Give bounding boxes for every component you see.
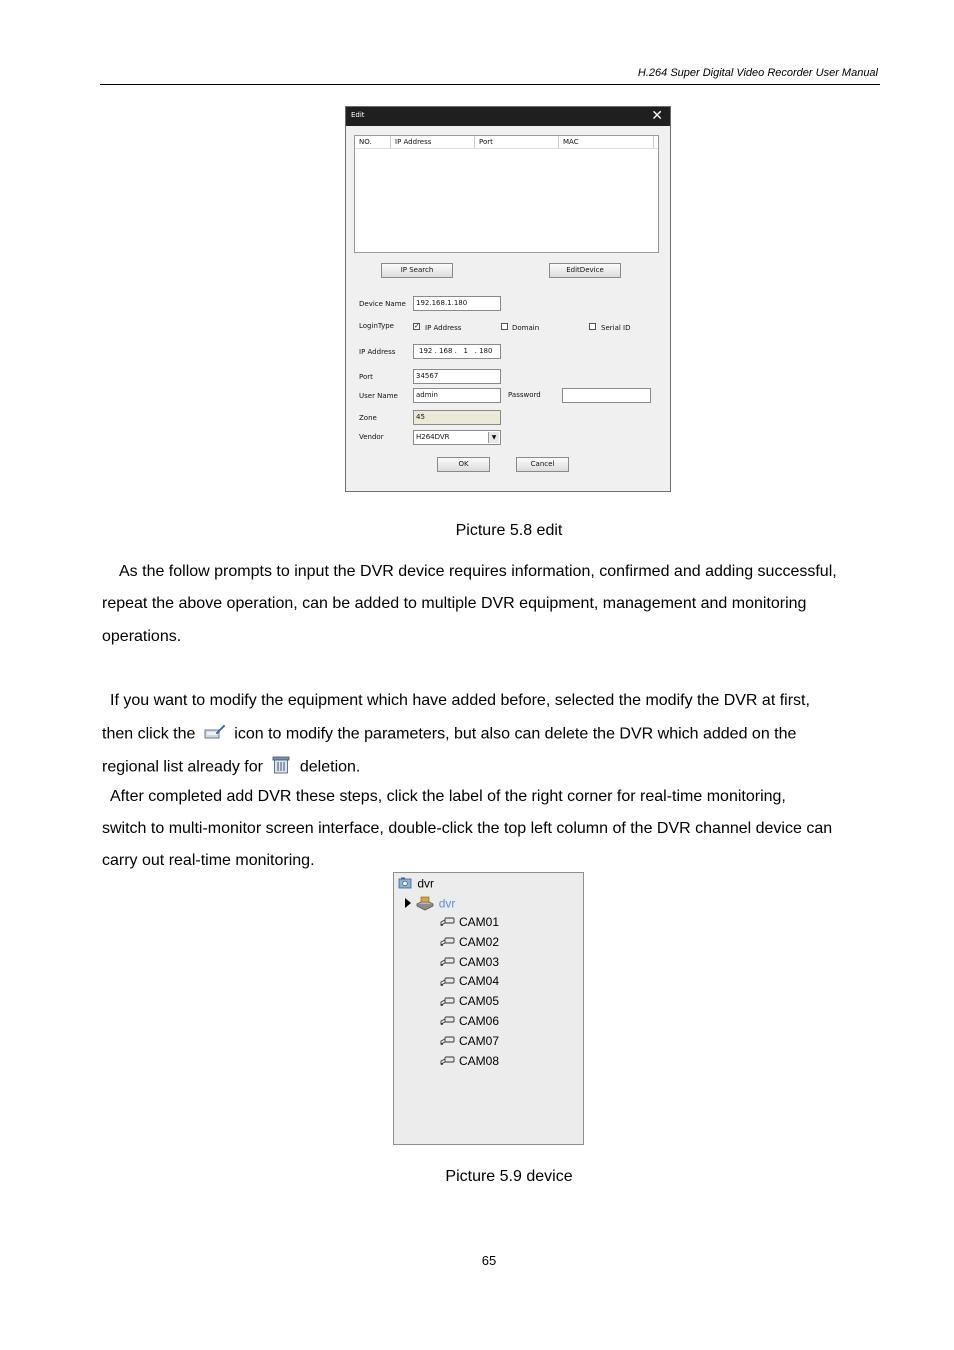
ip-address-option-label: IP Address bbox=[425, 324, 462, 332]
login-type-label: LoginType bbox=[359, 322, 394, 330]
camera-icon bbox=[440, 1014, 456, 1029]
ip-address-checkbox[interactable]: ✓ bbox=[414, 322, 420, 330]
column-no[interactable]: NO. bbox=[355, 136, 391, 148]
tree-channel-label: CAM05 bbox=[459, 994, 500, 1009]
tree-channel-label: CAM01 bbox=[459, 915, 500, 929]
caption-picture-5-9: Picture 5.9 device bbox=[445, 1168, 573, 1185]
device-tree bbox=[393, 872, 584, 1145]
zone-field[interactable]: 45 bbox=[413, 410, 501, 425]
tree-channel-item[interactable] bbox=[440, 915, 499, 930]
ip-search-button[interactable]: IP Search bbox=[381, 263, 453, 278]
tree-channel-item[interactable] bbox=[440, 974, 499, 989]
tree-channel-item[interactable] bbox=[440, 955, 499, 970]
password-label: Password bbox=[508, 391, 541, 399]
tree-channel-item[interactable] bbox=[440, 1034, 499, 1049]
tree-channel-label: CAM06 bbox=[459, 1014, 500, 1028]
tree-device-label: dvr bbox=[438, 896, 456, 911]
camera-icon bbox=[440, 935, 456, 950]
serial-id-checkbox[interactable] bbox=[589, 323, 596, 330]
zone-label: Zone bbox=[359, 414, 377, 422]
ip-address-field[interactable]: 192 . 168 . 1 . 180 bbox=[413, 344, 501, 359]
tree-channel-item[interactable] bbox=[440, 1054, 499, 1069]
dvr-device-icon bbox=[415, 895, 435, 914]
paragraph-line: carry out real-time monitoring. bbox=[102, 852, 315, 869]
dialog-title-bar bbox=[346, 107, 670, 126]
camera-icon bbox=[440, 915, 456, 930]
tree-root[interactable] bbox=[398, 876, 434, 893]
paragraph-line: After completed add DVR these steps, click the label of the right corner for real-time monitoring, bbox=[110, 788, 786, 805]
running-header: H.264 Super Digital Video Recorder User Manual bbox=[637, 67, 878, 79]
dialog-title: Edit bbox=[351, 111, 365, 119]
paragraph-line bbox=[102, 724, 796, 745]
edit-dialog bbox=[345, 106, 671, 492]
tree-device-node[interactable] bbox=[404, 895, 455, 914]
paragraph-text: then click the bbox=[102, 725, 196, 743]
password-field[interactable] bbox=[562, 388, 651, 403]
column-port[interactable]: Port bbox=[475, 136, 559, 148]
tree-channel-item[interactable] bbox=[440, 1014, 499, 1029]
trash-icon bbox=[271, 756, 291, 779]
domain-option-label: Domain bbox=[512, 324, 540, 332]
ok-button[interactable]: OK bbox=[437, 457, 490, 472]
paragraph-text: icon to modify the parameters, but also can delete the DVR which added on the bbox=[234, 725, 797, 743]
tree-channel-label: CAM04 bbox=[459, 974, 500, 989]
paragraph-line: operations. bbox=[102, 628, 182, 645]
port-label: Port bbox=[359, 373, 373, 381]
edit-device-icon bbox=[204, 724, 226, 745]
port-field[interactable]: 34567 bbox=[413, 369, 501, 384]
domain-checkbox[interactable] bbox=[501, 323, 508, 330]
serial-id-option-label: Serial ID bbox=[601, 324, 631, 332]
camera-icon bbox=[440, 955, 456, 970]
close-icon[interactable]: ✕ bbox=[651, 108, 663, 124]
paragraph-line: As the follow prompts to input the DVR device requires information, confirmed and adding successful, bbox=[119, 563, 837, 580]
paragraph-text: regional list already for bbox=[102, 758, 263, 776]
column-mac[interactable]: MAC bbox=[559, 136, 654, 148]
paragraph-line: If you want to modify the equipment which have added before, selected the modify the DVR at first, bbox=[110, 692, 810, 709]
camera-icon bbox=[440, 995, 456, 1010]
device-list-header bbox=[355, 136, 658, 149]
user-name-label: User Name bbox=[359, 392, 398, 400]
paragraph-line: repeat the above operation, can be added to multiple DVR equipment, management and monitoring bbox=[102, 595, 807, 612]
vendor-select[interactable] bbox=[413, 430, 501, 445]
tree-channel-label: CAM02 bbox=[459, 934, 500, 949]
vendor-label: Vendor bbox=[359, 433, 384, 441]
user-name-field[interactable]: admin bbox=[413, 388, 501, 403]
paragraph-text: deletion. bbox=[299, 758, 361, 776]
tree-channel-label: CAM07 bbox=[459, 1033, 500, 1048]
camera-icon bbox=[440, 1034, 456, 1049]
expand-arrow-icon[interactable] bbox=[404, 897, 412, 912]
paragraph-line: switch to multi-monitor screen interface, double-click the top left column of the DVR channel device can bbox=[102, 820, 833, 837]
header-rule bbox=[100, 84, 880, 85]
camera-icon bbox=[440, 1054, 456, 1069]
page-number: 65 bbox=[481, 1253, 497, 1268]
edit-device-button[interactable]: EditDevice bbox=[549, 263, 621, 278]
device-list[interactable] bbox=[354, 135, 659, 253]
ip-address-label: IP Address bbox=[359, 348, 396, 356]
device-name-field[interactable]: 192.168.1.180 bbox=[413, 296, 501, 311]
tree-channel-item[interactable] bbox=[440, 935, 499, 950]
tree-channel-label: CAM03 bbox=[459, 954, 500, 969]
chevron-down-icon[interactable]: ▼ bbox=[488, 432, 499, 443]
folder-camera-icon bbox=[398, 876, 414, 893]
caption-picture-5-8: Picture 5.8 edit bbox=[455, 522, 563, 539]
tree-channel-item[interactable] bbox=[440, 994, 499, 1009]
cancel-button[interactable]: Cancel bbox=[516, 457, 569, 472]
column-ip-address[interactable]: IP Address bbox=[391, 136, 475, 148]
paragraph-line bbox=[102, 756, 360, 779]
tree-channel-label: CAM08 bbox=[459, 1053, 500, 1068]
camera-icon bbox=[440, 975, 456, 990]
vendor-select-value: H264DVR bbox=[416, 433, 450, 441]
tree-root-label: dvr bbox=[417, 876, 435, 891]
device-name-label: Device Name bbox=[359, 300, 406, 308]
